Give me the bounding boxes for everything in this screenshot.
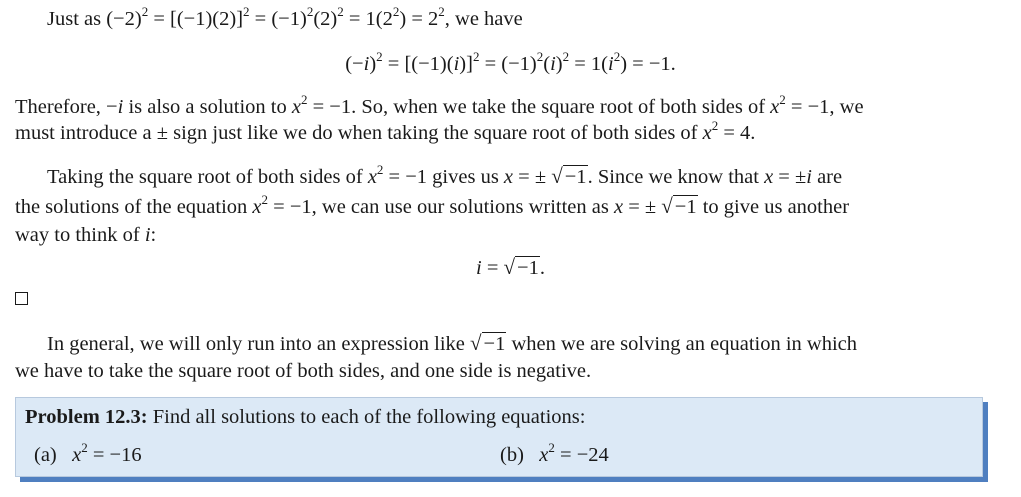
problem-part-b: (b) $x^2 = -24$ [500, 440, 609, 466]
para2-line2: the solutions of the equation $x^2 = -1$, we can use our solutions written as x = ± √−1 to give us another [15, 192, 850, 218]
para1-line1: Therefore, −i is also a solution to $x^2 = -1$. So, when we take the square root of both sides of $x^2 = -1$, we [15, 92, 864, 118]
intro-math: $(-2)^2 = [(-1)(2)]^2 = (-1)^2(2)^2 = 1(2^2) = 2^2$ [106, 4, 445, 30]
intro-text: Just as [47, 8, 102, 30]
problem-label: Problem 12.3: [25, 406, 148, 428]
intro-outro: , we have [444, 8, 523, 30]
problem-prompt: Find all solutions to each of the following equations: [152, 406, 586, 428]
intro-line [47, 6, 523, 32]
part-b-label: (b) [500, 444, 524, 466]
para1-line2: must introduce a ± sign just like we do when taking the square root of both sides of $x^2 = 4$. [15, 118, 756, 144]
part-a-label: (a) [34, 444, 57, 466]
equation-negative-i-squared: $(-i)^2 = [(-1)(i)]^2 = (-1)^2(i)^2 = 1(i^2) = -1$. [345, 49, 676, 75]
para3-line2: we have to take the square root of both sides, and one side is negative. [15, 360, 592, 382]
problem-part-a: (a) $x^2 = -16$ [34, 440, 142, 466]
problem-title [25, 404, 585, 430]
para3-line1: In general, we will only run into an expression like √−1 when we are solving an equation in which [47, 331, 858, 355]
para2-line1: Taking the square root of both sides of $x^2 = -1$ gives us x = ± √−1. Since we know that x = ±i are [47, 162, 843, 188]
para2-line3: way to think of i: [15, 224, 157, 246]
equation-i-definition: i = √−1. [476, 255, 545, 279]
end-of-proof-box [15, 292, 28, 305]
problem-box [15, 397, 983, 477]
